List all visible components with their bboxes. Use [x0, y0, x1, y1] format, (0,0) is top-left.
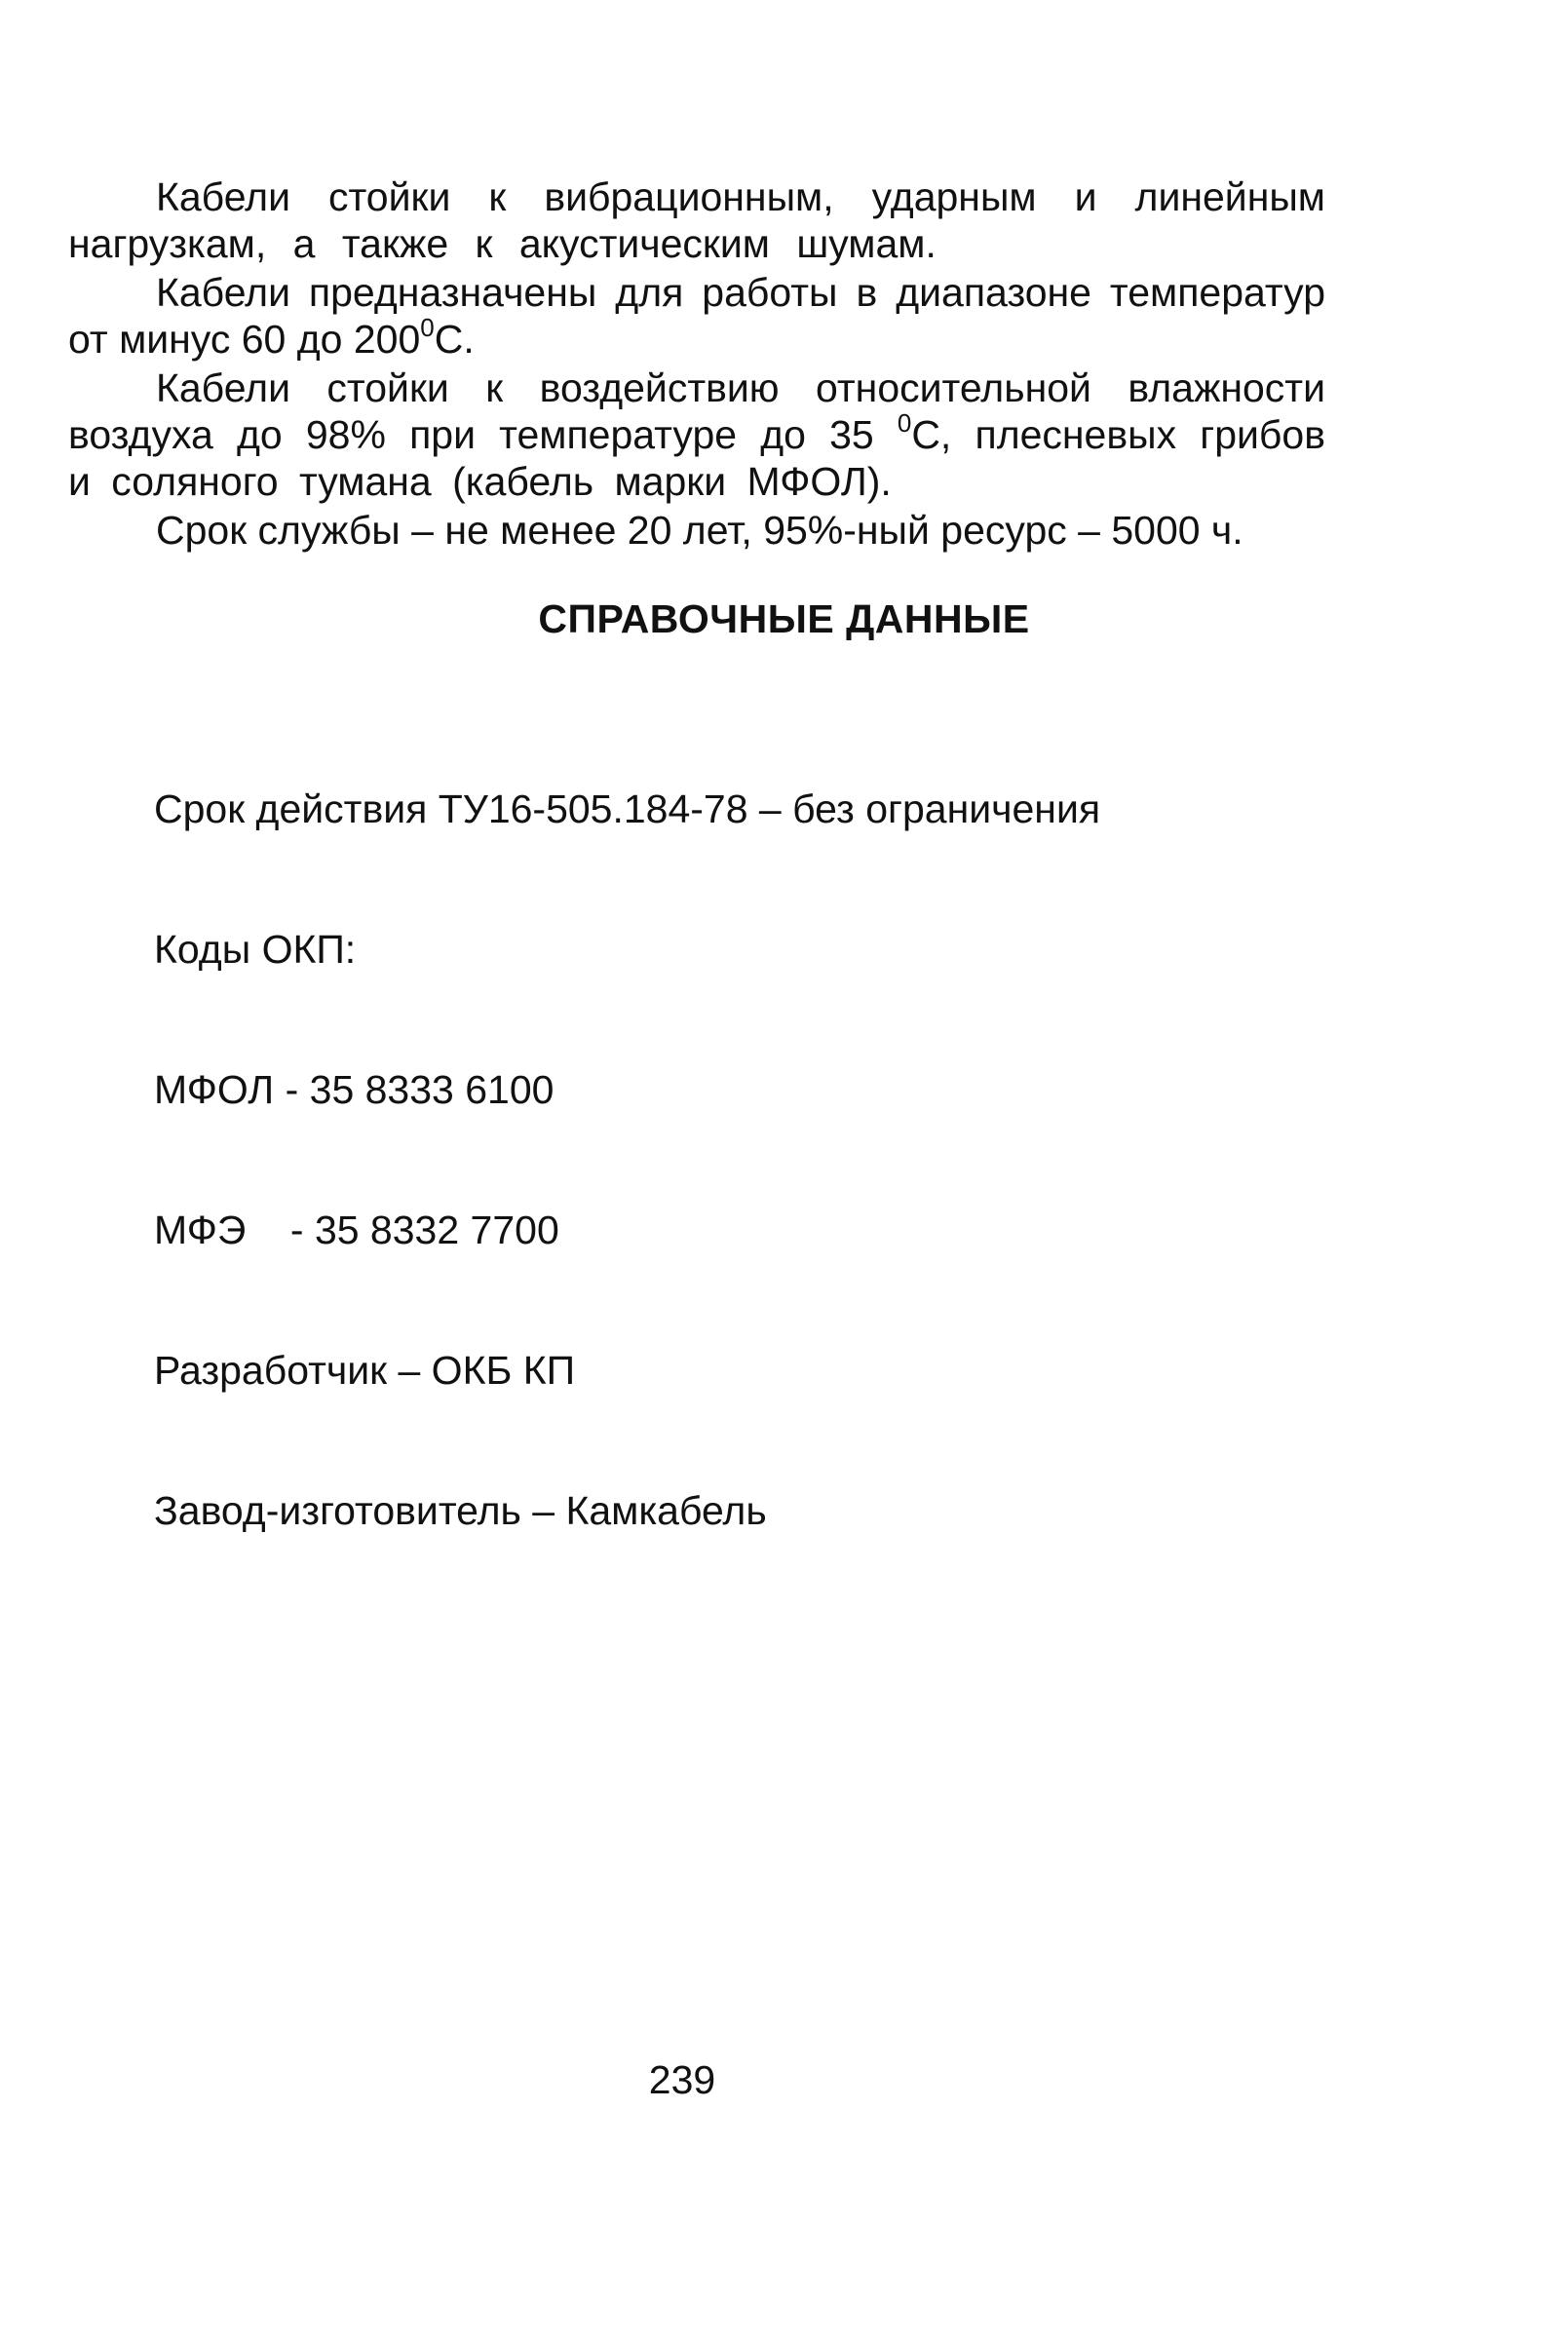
code-mfe: МФЭ - 35 8332 7700: [154, 1208, 559, 1252]
developer-line: Разработчик – ОКБ КП: [154, 1348, 576, 1393]
humidity-text: Кабели стойки к воздействию относительной влажности воздуха до 98% при температуре до 35: [68, 365, 1325, 457]
humidity-text-end: С, плесневых грибов и соляного тумана (кабель марки МФОЛ).: [68, 412, 1325, 504]
validity-line: Срок действия ТУ16-505.184-78 – без ограничения: [154, 786, 1101, 831]
page-number: 239: [648, 2057, 716, 2102]
section-heading: СПРАВОЧНЫЕ ДАННЫЕ: [538, 596, 1030, 641]
temperature-unit: С.: [434, 317, 475, 362]
code-mfol: МФОЛ - 35 8333 6100: [154, 1067, 555, 1112]
temperature-text: Кабели предназначены для работы в диапазоне температур от минус 60 до 200: [68, 270, 1325, 362]
paragraph-humidity-resistance: [68, 364, 1325, 505]
reference-data-list: [154, 692, 1323, 1628]
paragraph-temperature-range: [68, 269, 1325, 363]
okp-label: Коды ОКП:: [154, 927, 357, 972]
manufacturer-line: Завод-изготовитель – Камкабель: [154, 1488, 767, 1533]
paragraph-service-life: Срок службы – не менее 20 лет, 95%-ный ресурс – 5000 ч.: [156, 508, 1243, 553]
paragraph-load-resistance: Кабели стойки к вибрационным, ударным и линейным нагрузкам, а также к акустическим шумам.: [68, 174, 1325, 266]
body-text: [68, 173, 1325, 554]
degree-superscript: 0: [420, 313, 435, 342]
degree-superscript: 0: [897, 408, 912, 438]
